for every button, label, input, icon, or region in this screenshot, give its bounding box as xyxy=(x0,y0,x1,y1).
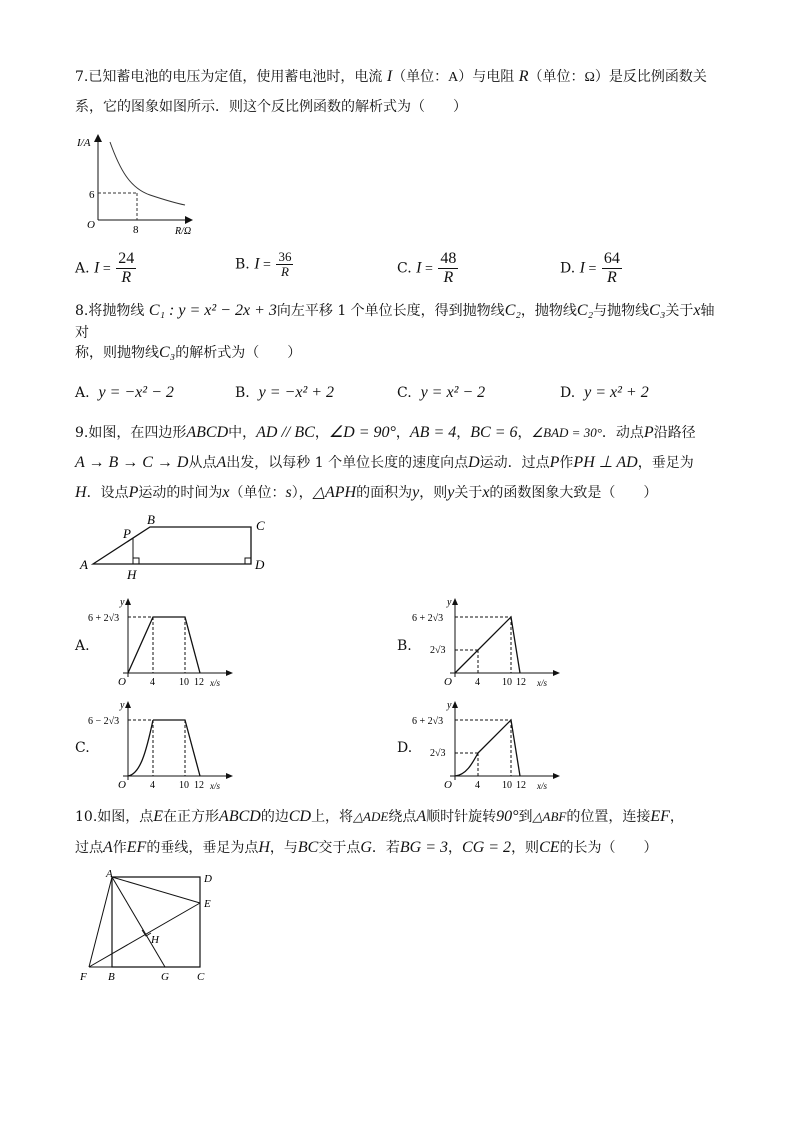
q10-stem: 10.如图，点E在正方形ABCD的边CD上，将△ADE绕点A顺时针旋转90°到△ABF的位置，连接EF， xyxy=(75,808,684,825)
q9-option-d-label[interactable]: D. xyxy=(397,740,413,756)
q9-stem-line2: A → B → C → D从点A出发，以每秒 1 个单位长度的速度向点D运动．过点P作PH ⊥ AD，垂足为 xyxy=(75,454,694,471)
q7-stem: 7.已知蓄电池的电压为定值，使用蓄电池时，电流 I（单位：A）与电阻 R（单位：Ω）是反比例函数关 xyxy=(75,68,707,85)
svg-text:C: C xyxy=(197,971,205,983)
svg-text:H: H xyxy=(151,934,159,946)
svg-text:A: A xyxy=(80,557,88,572)
q7-xlabel: R/Ω xyxy=(175,226,192,235)
svg-text:6 − 2√3: 6 − 2√3 xyxy=(88,716,120,727)
svg-text:F: F xyxy=(80,971,87,983)
svg-text:x/s: x/s xyxy=(210,678,220,688)
svg-text:O: O xyxy=(444,676,452,688)
q7-ytick: 6 xyxy=(89,189,95,201)
q9-option-d-graph[interactable] xyxy=(410,698,570,793)
svg-text:O: O xyxy=(118,779,126,791)
q7-stem-line2: 系，它的图象如图所示．则这个反比例函数的解析式为（ ） xyxy=(75,99,467,115)
svg-text:B: B xyxy=(108,971,115,983)
svg-text:4: 4 xyxy=(475,780,480,791)
q7-graph xyxy=(75,130,205,235)
q9-option-b-graph[interactable] xyxy=(410,595,570,690)
q9-option-a-label[interactable]: A. xyxy=(75,638,90,654)
svg-text:4: 4 xyxy=(150,780,155,791)
q8-option-c[interactable]: C. y = x² − 2 xyxy=(397,384,486,401)
q9-option-c-graph[interactable] xyxy=(88,698,238,793)
svg-text:G: G xyxy=(161,971,169,983)
svg-text:4: 4 xyxy=(150,677,155,688)
q10-figure xyxy=(72,865,232,990)
svg-text:x/s: x/s xyxy=(537,781,547,791)
q8-stem-line2: 称，则抛物线C₃的解析式为（ ） xyxy=(75,344,302,361)
svg-text:10: 10 xyxy=(502,780,512,791)
svg-text:2√3: 2√3 xyxy=(430,748,446,759)
q8-stem: 8.将抛物线 C₁ : y = x² − 2x + 3向左平移 1 个单位长度，得到抛物线C₂，抛物线C₂与抛物线C₃关于x轴对 xyxy=(75,302,715,341)
svg-text:12: 12 xyxy=(194,780,204,791)
q9-option-c-label[interactable]: C. xyxy=(75,740,90,756)
svg-text:D: D xyxy=(204,873,212,885)
svg-text:10: 10 xyxy=(179,780,189,791)
q8-option-b[interactable]: B. y = −x² + 2 xyxy=(235,384,335,401)
q7-option-a[interactable]: A. I = $\frac{24}{R}$ xyxy=(75,250,135,286)
svg-text:y: y xyxy=(120,597,125,608)
q7-option-d[interactable]: D. I = $\frac{64}{R}$ xyxy=(560,250,620,286)
svg-text:6 + 2√3: 6 + 2√3 xyxy=(88,613,120,624)
svg-text:x/s: x/s xyxy=(537,678,547,688)
svg-text:P: P xyxy=(123,526,131,541)
q10-stem-line2: 过点A作EF的垂线，垂足为点H，与BC交于点G．若BG = 3，CG = 2，则CE的长为（ ） xyxy=(75,839,658,856)
svg-text:B: B xyxy=(147,512,155,527)
svg-text:2√3: 2√3 xyxy=(430,645,446,656)
svg-text:A: A xyxy=(106,868,113,880)
svg-text:4: 4 xyxy=(475,677,480,688)
q9-stem: 9.如图，在四边形ABCD中，AD // BC，∠D = 90°，AB = 4，BC = 6，∠BAD = 30°．动点P沿路径 xyxy=(75,424,696,441)
svg-text:x/s: x/s xyxy=(210,781,220,791)
svg-text:y: y xyxy=(447,700,452,711)
q7-origin: O xyxy=(87,219,95,231)
q9-option-b-label[interactable]: B. xyxy=(397,638,412,654)
q8-option-d[interactable]: D. y = x² + 2 xyxy=(560,384,649,401)
svg-text:6 + 2√3: 6 + 2√3 xyxy=(412,716,444,727)
svg-text:O: O xyxy=(444,779,452,791)
q8-option-a[interactable]: A. y = −x² − 2 xyxy=(75,384,174,401)
svg-text:12: 12 xyxy=(516,677,526,688)
svg-text:10: 10 xyxy=(179,677,189,688)
svg-text:E: E xyxy=(204,898,211,910)
svg-text:12: 12 xyxy=(516,780,526,791)
q9-stem-line3: H．设点P运动的时间为x（单位：s），△APH的面积为y，则y关于x的函数图象大致是（ ） xyxy=(75,484,658,501)
svg-text:O: O xyxy=(118,676,126,688)
svg-text:10: 10 xyxy=(502,677,512,688)
svg-text:6 + 2√3: 6 + 2√3 xyxy=(412,613,444,624)
q7-ylabel: I/A xyxy=(77,137,91,149)
svg-text:y: y xyxy=(120,700,125,711)
q7-option-c[interactable]: C. I = $\frac{48}{R}$ xyxy=(397,250,457,286)
svg-text:y: y xyxy=(447,597,452,608)
q9-figure xyxy=(75,512,275,584)
q7-option-b[interactable]: B. I = $\frac{36}{R}$ xyxy=(235,249,292,279)
svg-text:C: C xyxy=(256,518,265,533)
svg-text:12: 12 xyxy=(194,677,204,688)
svg-text:H: H xyxy=(127,567,137,582)
q9-option-a-graph[interactable] xyxy=(88,595,238,690)
svg-text:D: D xyxy=(255,557,265,572)
q7-xtick: 8 xyxy=(133,224,139,235)
